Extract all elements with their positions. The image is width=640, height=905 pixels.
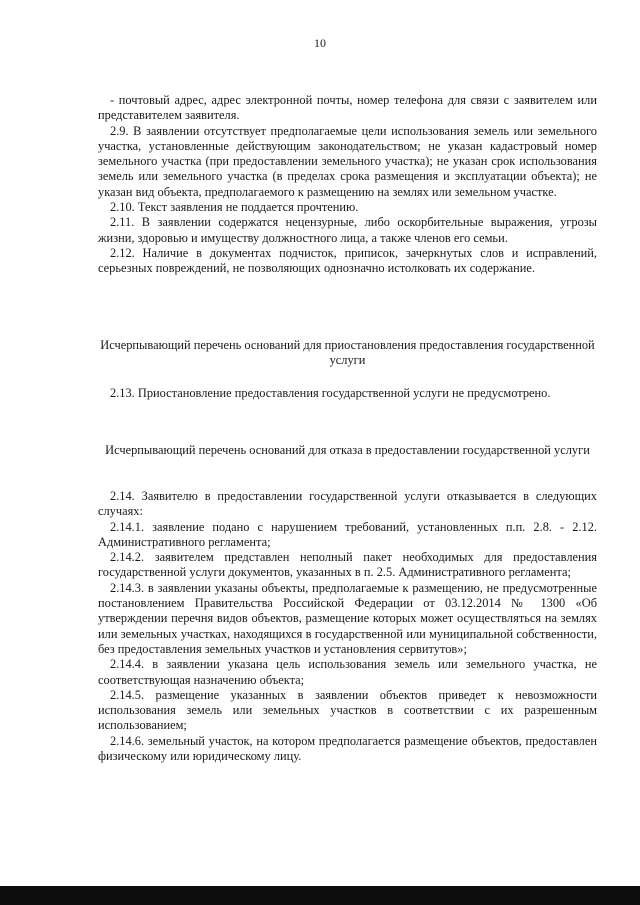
paragraph-2-11: 2.11. В заявлении содержатся нецензурные, либо оскорбительные выражения, угрозы жизни, здоровью и имуществу должностного лица, а также членов его семьи. [98, 215, 597, 245]
paragraph-2-12: 2.12. Наличие в документах подчисток, приписок, зачеркнутых слов и исправлений, серьезных повреждений, не позволяющих однозначно истолковать их содержание. [98, 245, 597, 276]
paragraph-2-14-1: 2.14.1. заявление подано с нарушением требований, установленных п.п. 2.8. - 2.12. Административного регламента; [98, 519, 597, 549]
paragraph-2-14-3: 2.14.3. в заявлении указаны объекты, предполагаемые к размещению, не предусмотренные постановлением Правительства Российской Федерации от 03.12.2014 № 1300 «Об утверждении перечня видов объектов, размещение которых может осуществляться на землях или земельных участках, находящихся в государственной или муниципальной собственности, без предоставления земельных участков и установления сервитутов»; [98, 580, 597, 656]
paragraph-2-14-4: 2.14.4. в заявлении указана цель использования земель или земельного участка, не соответствующая назначению объекта; [98, 657, 597, 687]
paragraph-2-14: 2.14. Заявителю в предоставлении государственной услуги отказывается в следующих случаях: [98, 489, 597, 519]
paragraph-2-9: 2.9. В заявлении отсутствует предполагаемые цели использования земель или земельного участка, установленные действующим законодательством; не указан кадастровый номер земельного участка (при предоставлении земельного участка); не указан срок использования земель или земельного участка (в пределах срока размещения и эксплуатации объекта); не указан вид объекта, предполагаемого к размещению на землях или земельном участке. [98, 123, 597, 199]
paragraph-2-14-5: 2.14.5. размещение указанных в заявлении объектов приведет к невозможности использования земель или земельных участков в соответствии с их разрешенным использованием; [98, 687, 597, 733]
text-block-2-14 [98, 489, 597, 764]
heading-suspension-grounds: Исчерпывающий перечень оснований для приостановления предоставления государственной услуги [100, 338, 595, 368]
text-block-2-13 [98, 386, 597, 401]
paragraph-contact-details: - почтовый адрес, адрес электронной почты, номер телефона для связи с заявителем или представителем заявителя. [98, 93, 597, 123]
heading-refusal-grounds: Исчерпывающий перечень оснований для отказа в предоставлении государственной услуги [105, 443, 590, 457]
paragraph-2-13: 2.13. Приостановление предоставления государственной услуги не предусмотрено. [110, 386, 551, 400]
paragraph-2-10: 2.10. Текст заявления не поддается прочтению. [110, 200, 359, 215]
text-block-grounds-2-9-2-12 [98, 93, 597, 277]
scan-bottom-edge [0, 886, 640, 905]
paragraph-2-14-6: 2.14.6. земельный участок, на котором предполагается размещение объектов, предоставлен физическому или юридическому лицу. [98, 733, 597, 764]
paragraph-2-14-2: 2.14.2. заявителем представлен неполный пакет необходимых для предоставления государственной услуги документов, указанных в п. 2.5. Административного регламента; [98, 550, 597, 580]
page-number: 10 [314, 36, 326, 50]
